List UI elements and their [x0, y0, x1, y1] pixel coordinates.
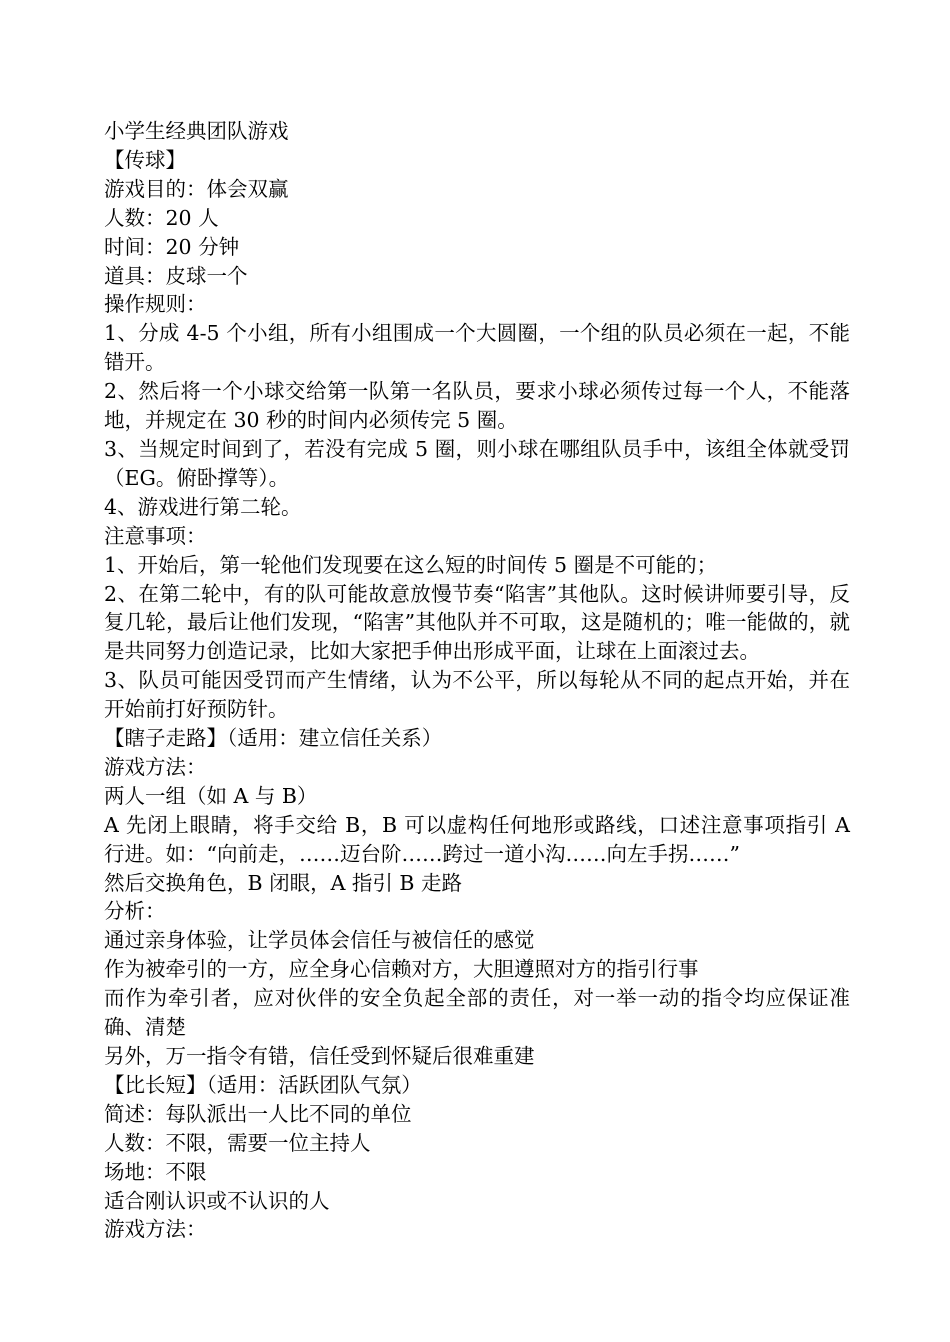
- text-line: 作为被牵引的一方，应全身心信赖对方，大胆遵照对方的指引行事: [104, 957, 699, 982]
- text-line: 简述：每队派出一人比不同的单位: [104, 1101, 412, 1126]
- rule-item: 1、分成 4-5 个小组，所有小组围成一个大圆圈，一个组的队员必须在一起，不能错开。: [104, 321, 850, 375]
- document-body: [104, 117, 850, 1244]
- text-line: 另外，万一指令有错，信任受到怀疑后很难重建: [104, 1044, 535, 1068]
- note-item: 2、在第二轮中，有的队可能故意放慢节奏“陷害”其他队。这时候讲师要引导，反复几轮，最后让他们发现，“陷害”其他队并不可取，这是随机的；唯一能做的，就是共同努力创造记录，比如大家把手伸出形成平面，让球在上面滚过去。: [104, 581, 850, 664]
- text-line: 游戏目的：体会双赢: [104, 176, 289, 201]
- text-line: 游戏方法：: [104, 1217, 207, 1242]
- note-item: 3、队员可能因受罚而产生情绪，认为不公平，所以每轮从不同的起点开始，并在开始前打好预防针。: [104, 668, 850, 722]
- rule-item: 2、然后将一个小球交给第一队第一名队员，要求小球必须传过每一个人，不能落地，并规定在 30 秒的时间内必须传完 5 圈。: [104, 379, 850, 433]
- document-title: 小学生经典团队游戏: [104, 119, 289, 143]
- section-heading-pass-ball: 【传球】: [104, 147, 186, 172]
- text-line: 分析：: [104, 899, 166, 924]
- text-line: A 先闭上眼睛，将手交给 B，B 可以虚构任何地形或路线，口述注意事项指引 A 行进。如：“向前走，……迈台阶……跨过一道小沟……向左手拐……”: [104, 812, 850, 866]
- text-line: 场地：不限: [104, 1159, 207, 1184]
- text-line: 然后交换角色，B 闭眼，A 指引 B 走路: [104, 870, 462, 895]
- rule-item: 4、游戏进行第二轮。: [104, 494, 302, 519]
- text-line: 两人一组（如 A 与 B）: [104, 783, 318, 808]
- text-line: 而作为牵引者，应对伙伴的安全负起全部的责任，对一举一动的指令均应保证准确、清楚: [104, 986, 850, 1040]
- text-line: 注意事项：: [104, 523, 207, 548]
- text-line: 游戏方法：: [104, 754, 207, 779]
- text-line: 道具：皮球一个: [104, 263, 248, 288]
- text-line: 时间：20 分钟: [104, 234, 240, 259]
- section-heading-blind-walk: 【瞎子走路】（适用：建立信任关系）: [104, 726, 443, 751]
- section-heading-compare-length: 【比长短】（适用：活跃团队气氛）: [104, 1072, 422, 1097]
- text-line: 人数：不限，需要一位主持人: [104, 1130, 371, 1155]
- text-line: 适合刚认识或不认识的人: [104, 1188, 330, 1213]
- note-item: 1、开始后，第一轮他们发现要在这么短的时间传 5 圈是不可能的；: [104, 552, 718, 577]
- text-line: 人数：20 人: [104, 205, 219, 230]
- rule-item: 3、当规定时间到了，若没有完成 5 圈，则小球在哪组队员手中，该组全体就受罚（EG。俯卧撑等）。: [104, 436, 850, 490]
- text-line: 通过亲身体验，让学员体会信任与被信任的感觉: [104, 928, 535, 953]
- text-line: 操作规则：: [104, 292, 207, 317]
